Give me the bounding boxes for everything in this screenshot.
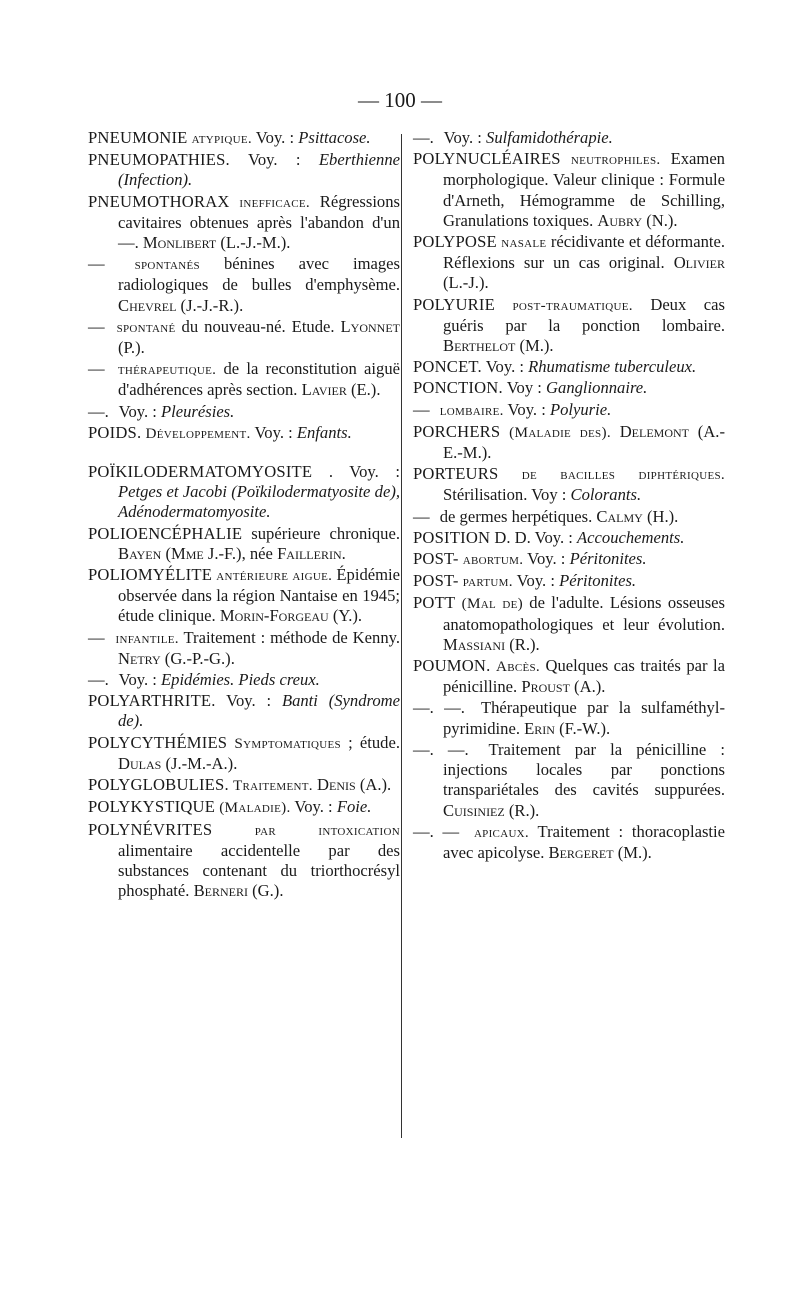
index-entry bbox=[88, 670, 400, 690]
entry-headword: POLYGLOBULIES. bbox=[88, 775, 229, 795]
entry-author: Olivier (L.-J.). bbox=[443, 253, 725, 293]
index-entry bbox=[88, 820, 400, 902]
entry-qualifier: Symptomatiques bbox=[234, 734, 341, 752]
index-entry bbox=[413, 571, 725, 592]
entry-author: Faillerin. bbox=[277, 543, 346, 563]
index-entry bbox=[88, 691, 400, 731]
index-entry bbox=[413, 740, 725, 821]
entry-dash: — bbox=[413, 506, 430, 526]
entry-headword: POLYNUCLÉAIRES bbox=[413, 149, 561, 169]
entry-text: Traitement : méthode de Kenny. bbox=[178, 627, 400, 647]
entry-reference: Petges et Jacobi (Poïkilodermatyosite de), Adénodermatomyosite. bbox=[118, 482, 400, 522]
entry-headword: POLYPOSE bbox=[413, 232, 497, 252]
entry-qualifier: post-traumatique. bbox=[512, 296, 633, 314]
entry-dash: — bbox=[88, 316, 105, 336]
entry-headword: POTT bbox=[413, 593, 456, 613]
entry-reference: Psittacose. bbox=[298, 128, 371, 147]
entry-text: ; étude. bbox=[340, 732, 400, 752]
entry-text: Voy. : bbox=[290, 797, 337, 817]
entry-reference: Epidémies. Pieds creux. bbox=[161, 670, 320, 690]
entry-text: Traitement par la pénicilline : injections locales par ponctions transpariétales des cavités suppurées. bbox=[443, 739, 725, 800]
entry-qualifier: infantile. bbox=[115, 629, 179, 647]
entry-author: Aubry (N.). bbox=[597, 210, 678, 230]
index-entry bbox=[88, 317, 400, 358]
entry-qualifier: antérieure aigue. bbox=[216, 567, 333, 585]
entry-author: Netry (G.-P.-G.). bbox=[118, 648, 235, 668]
entry-text: Voy. : bbox=[250, 422, 297, 442]
index-entry bbox=[413, 149, 725, 231]
entry-dash: —. bbox=[413, 128, 434, 147]
entry-author: Denis (A.). bbox=[312, 775, 392, 795]
entry-text: Voy. : bbox=[439, 128, 487, 147]
index-entry bbox=[88, 462, 400, 523]
entry-dash: —. bbox=[88, 670, 109, 690]
entry-reference: Foie. bbox=[336, 797, 372, 817]
entry-dash: — bbox=[88, 627, 105, 647]
entry-headword: POLYKYSTIQUE bbox=[88, 797, 216, 817]
entry-headword: POÏKILODERMATOMYOSITE bbox=[88, 462, 313, 482]
index-entry bbox=[413, 295, 725, 357]
entry-dash: —. —. bbox=[413, 739, 469, 759]
index-entry bbox=[413, 528, 725, 548]
entry-author: Delemont (A.-E.-M.). bbox=[443, 421, 725, 463]
entry-qualifier: partum. bbox=[462, 573, 513, 591]
entry-qualifier: nasale bbox=[501, 234, 547, 252]
entry-reference: Colorants. bbox=[570, 485, 642, 505]
entry-headword: PORTEURS bbox=[413, 464, 499, 484]
entry-reference: Polyurie. bbox=[549, 399, 612, 419]
entry-qualifier: Développement. bbox=[145, 424, 251, 442]
index-entry bbox=[88, 254, 400, 316]
entry-author: Lavier (E.). bbox=[301, 380, 381, 400]
entry-text: Régressions cavitaires obtenues après l'abandon d'un —. bbox=[118, 191, 400, 253]
index-entry bbox=[88, 628, 400, 669]
entry-author: Lyonnet (P.). bbox=[118, 316, 400, 358]
entry-author: Dulas (J.-M.-A.). bbox=[118, 753, 238, 773]
index-entry bbox=[88, 128, 400, 149]
entry-qualifier: inefficace. bbox=[239, 193, 311, 211]
entry-headword: PNEUMOTHORAX bbox=[88, 191, 230, 211]
entry-text: de germes herpétiques. bbox=[435, 506, 597, 526]
entry-author: Bergeret (M.). bbox=[548, 842, 652, 862]
left-column bbox=[88, 128, 400, 902]
entry-text: Voy. : bbox=[229, 150, 319, 170]
entry-text: Épidémie observée dans la région Nantaise en 1945; étude clinique. bbox=[118, 565, 400, 626]
entry-qualifier: (Maladie des). bbox=[509, 423, 611, 441]
index-entry bbox=[413, 549, 725, 570]
entry-text: Voy. : bbox=[481, 357, 529, 377]
entry-text: D. D. Voy. : bbox=[490, 527, 578, 547]
entry-headword: PNEUMONIE bbox=[88, 128, 188, 147]
index-entry bbox=[88, 565, 400, 627]
index-entry bbox=[88, 359, 400, 400]
right-column bbox=[413, 128, 725, 864]
index-entry bbox=[413, 357, 725, 377]
entry-author: Chevrel (J.-J.-R.). bbox=[118, 295, 244, 315]
index-entry bbox=[88, 733, 400, 774]
entry-text: Voy : bbox=[502, 378, 547, 398]
entry-text: Stérilisation. Voy : bbox=[443, 485, 571, 505]
entry-text: bénines avec images radiologiques de bulles d'emphysème. bbox=[118, 254, 400, 295]
page-number: — 100 — bbox=[358, 88, 442, 112]
entry-text: Traitement : thoracoplastie avec apicolyse. bbox=[443, 821, 725, 862]
entry-headword: PONCTION. bbox=[413, 378, 503, 398]
entry-text: Voy. : bbox=[523, 549, 570, 569]
entry-text: récidivante et déformante. Réflexions sur un cas original. bbox=[443, 232, 725, 273]
entry-headword: POLYARTHRITE. bbox=[88, 691, 216, 711]
entry-author: Monlibert (L.-J.-M.). bbox=[142, 233, 291, 253]
entry-headword: PONCET. bbox=[413, 357, 482, 377]
entry-reference: Pleurésies. bbox=[161, 401, 235, 421]
entry-qualifier: Traitement. bbox=[232, 777, 313, 795]
entry-text: alimentaire accidentelle par des substances contenant du triorthocrésyl phosphaté. bbox=[118, 840, 400, 901]
entry-headword: POST- bbox=[413, 549, 459, 569]
entry-text: Voy. : bbox=[251, 128, 299, 147]
entry-headword: POLIOENCÉPHALIE bbox=[88, 523, 243, 543]
index-entry bbox=[88, 524, 400, 564]
entry-text: Examen morphologique. Valeur clinique : Formule d'Arneth, Hémogramme de Schilling, Granulations toxiques. bbox=[443, 149, 725, 230]
entry-qualifier: thérapeutique. bbox=[117, 361, 217, 379]
index-entry bbox=[413, 128, 725, 148]
entry-reference: Péritonites. bbox=[569, 549, 647, 569]
entry-text: de la reconstitution aiguë d'adhérences après section. bbox=[118, 359, 400, 400]
entry-qualifier: Abcès. bbox=[495, 658, 541, 676]
entry-qualifier: de bacilles diphtériques. bbox=[521, 466, 725, 484]
entry-text: du nouveau-né. Etude. bbox=[175, 316, 341, 336]
index-entry bbox=[413, 593, 725, 655]
entry-dash: —. — bbox=[413, 821, 460, 841]
entry-author: Cuisiniez (R.). bbox=[443, 800, 540, 820]
entry-author: Proust (A.). bbox=[521, 677, 606, 697]
entry-qualifier: spontané bbox=[116, 318, 176, 336]
entry-headword: POIDS. bbox=[88, 422, 142, 442]
entry-text: . Voy. : bbox=[312, 462, 400, 482]
entry-dash: —. —. bbox=[413, 698, 465, 718]
entry-author: Erin (F.-W.). bbox=[524, 718, 611, 738]
entry-qualifier: atypique. bbox=[191, 130, 252, 147]
entry-qualifier: lombaire. bbox=[439, 401, 504, 419]
entry-qualifier: (Mal de) bbox=[461, 595, 523, 613]
index-entry bbox=[413, 464, 725, 505]
entry-headword: POLYURIE bbox=[413, 294, 495, 314]
index-entry bbox=[413, 422, 725, 463]
entry-headword: PNEUMOPATHIES. bbox=[88, 150, 230, 170]
entry-text: Thérapeutique par la sulfaméthyl-pyrimidine. bbox=[443, 698, 725, 738]
entry-qualifier: apicaux. bbox=[473, 823, 530, 841]
entry-text: Voy. : bbox=[215, 691, 282, 711]
entry-qualifier: (Maladie). bbox=[219, 799, 291, 817]
index-entry bbox=[413, 400, 725, 421]
entry-author: Calmy (H.). bbox=[596, 506, 679, 526]
index-entry bbox=[88, 775, 400, 796]
entry-author: Berneri (G.). bbox=[193, 881, 284, 901]
entry-reference: Accouchements. bbox=[577, 527, 685, 547]
index-entry bbox=[88, 402, 400, 422]
column-divider bbox=[401, 134, 402, 1138]
entry-headword: POLYNÉVRITES bbox=[88, 819, 213, 839]
entry-reference: Eberthienne (Infection). bbox=[118, 150, 400, 190]
entry-headword: POUMON. bbox=[413, 656, 491, 676]
index-entry bbox=[88, 150, 400, 190]
index-entry bbox=[413, 822, 725, 863]
entry-text: supérieure chronique. bbox=[242, 523, 400, 543]
entry-qualifier: abortum. bbox=[462, 551, 524, 569]
entry-qualifier: par intoxication bbox=[254, 821, 400, 839]
entry-headword: PORCHERS bbox=[413, 421, 501, 441]
entry-qualifier: spontanés bbox=[134, 256, 200, 274]
entry-text: de l'adulte. Lésions osseuses anatomopathologiques et leur évolution. bbox=[443, 593, 725, 634]
entry-reference: Péritonites. bbox=[559, 571, 637, 591]
entry-text: Voy. : bbox=[512, 571, 560, 591]
entry-dash: — bbox=[88, 254, 105, 274]
entry-reference: Enfants. bbox=[296, 422, 352, 442]
index-entry bbox=[413, 507, 725, 527]
entry-author: Bayen (Mme J.-F.), bbox=[118, 543, 246, 563]
index-entry bbox=[413, 698, 725, 738]
index-entry bbox=[413, 232, 725, 294]
entry-reference: Rhumatisme tuberculeux. bbox=[528, 357, 697, 377]
entry-text: Quelques cas traités par la pénicilline. bbox=[443, 656, 725, 697]
entry-text: Deux cas guéris par la ponction lombaire. bbox=[443, 294, 725, 335]
entry-text: Voy. : bbox=[114, 670, 162, 690]
entry-dash: — bbox=[88, 359, 105, 379]
entry-reference: Ganglionnaire. bbox=[546, 378, 648, 398]
index-entry bbox=[88, 192, 400, 254]
entry-text: née bbox=[245, 543, 278, 563]
index-entry bbox=[88, 423, 400, 444]
entry-qualifier: neutrophiles. bbox=[570, 151, 661, 169]
entry-reference: Banti (Syndrome de). bbox=[118, 691, 401, 731]
entry-dash: —. bbox=[88, 401, 109, 421]
entry-headword: POSITION bbox=[413, 527, 491, 547]
entry-author: Morin-Forgeau (Y.). bbox=[219, 606, 363, 626]
index-entry bbox=[413, 656, 725, 697]
entry-reference: Sulfamidothérapie. bbox=[486, 128, 613, 147]
index-entry bbox=[413, 378, 725, 398]
entry-headword: POST- bbox=[413, 571, 459, 591]
entry-text: Voy. : bbox=[503, 399, 550, 419]
index-entry bbox=[88, 797, 400, 818]
entry-dash: — bbox=[413, 399, 430, 419]
entry-author: Massiani (R.). bbox=[443, 634, 540, 654]
entry-headword: POLYCYTHÉMIES bbox=[88, 732, 228, 752]
entry-headword: POLIOMYÉLITE bbox=[88, 565, 213, 585]
entry-text: Voy. : bbox=[114, 401, 162, 421]
entry-author: Berthelot (M.). bbox=[443, 336, 554, 356]
